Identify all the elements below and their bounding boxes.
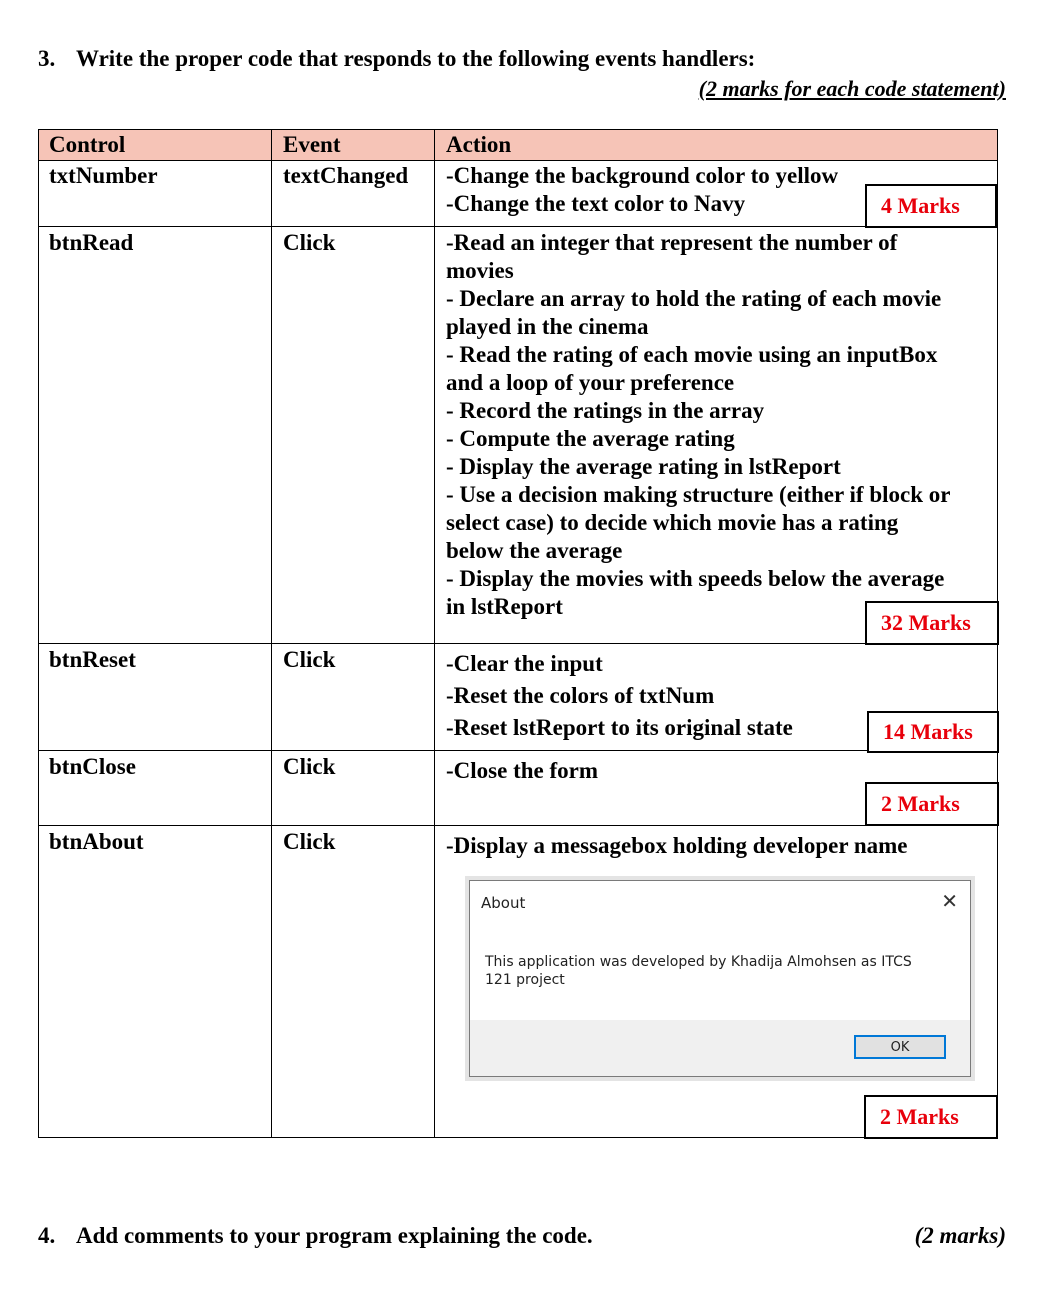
action-line: played in the cinema [446, 314, 649, 339]
row-4-action [446, 757, 598, 785]
action-line: -Reset lstReport to its original state [446, 715, 793, 740]
table-header-row [39, 130, 997, 160]
action-line: - Declare an array to hold the rating of each movie [446, 286, 942, 311]
row-2-event: Click [283, 230, 336, 255]
action-line: - Read the rating of each movie using an inputBox [446, 342, 938, 367]
row-3-event: Click [283, 647, 336, 672]
marks-box-btnclose: 2 Marks [865, 782, 999, 826]
action-line: select case) to decide which movie has a rating [446, 510, 899, 535]
action-line: -Reset the colors of txtNum [446, 683, 715, 708]
header-control: Control [49, 132, 126, 157]
row-divider [39, 643, 997, 644]
action-line: and a loop of your preference [446, 370, 735, 395]
row-divider [39, 226, 997, 227]
question-4-text: Add comments to your program explaining the code. [76, 1223, 593, 1248]
action-line: - Use a decision making structure (either if block or [446, 482, 951, 507]
messagebox-title: About [481, 894, 526, 912]
row-3-control: btnReset [49, 647, 136, 672]
action-line: - Compute the average rating [446, 426, 735, 451]
row-4-event: Click [283, 754, 336, 779]
action-line: -Read an integer that represent the number of [446, 230, 898, 255]
action-line: -Close the form [446, 758, 599, 783]
marks-box-btnread: 32 Marks [865, 601, 999, 645]
question-4-number: 4. [38, 1223, 56, 1248]
row-3-action [446, 648, 793, 744]
action-line: -Display a messagebox holding developer name [446, 833, 908, 858]
row-2-action [446, 229, 950, 621]
ok-button[interactable]: OK [854, 1035, 946, 1059]
action-line: - Display the movies with speeds below the average [446, 566, 945, 591]
about-messagebox [469, 880, 971, 1077]
row-5-action [446, 832, 908, 860]
question-3-heading [38, 46, 755, 72]
action-line: movies [446, 258, 514, 283]
marks-box-btnreset: 14 Marks [867, 711, 999, 753]
header-event: Event [283, 132, 341, 157]
messagebox-footer [470, 1020, 970, 1076]
row-1-control: txtNumber [49, 163, 158, 188]
messagebox-message: This application was developed by Khadija Almohsen as ITCS 121 project [485, 954, 912, 988]
column-divider [271, 130, 272, 1137]
action-line: in lstReport [446, 594, 563, 619]
marks-box-btnabout: 2 Marks [864, 1095, 998, 1139]
marks-note: (2 marks for each code statement) [698, 76, 1006, 101]
action-line: below the average [446, 538, 623, 563]
row-5-event: Click [283, 829, 336, 854]
row-5-control: btnAbout [49, 829, 144, 854]
column-divider [434, 130, 435, 1137]
row-divider [39, 825, 997, 826]
row-divider [39, 750, 997, 751]
events-table [38, 129, 998, 1138]
close-icon[interactable]: ✕ [941, 889, 958, 913]
question-3-number: 3. [38, 46, 56, 71]
marks-box-txtnumber: 4 Marks [865, 184, 997, 228]
row-divider [39, 160, 997, 161]
row-1-action [446, 162, 838, 218]
action-line: -Change the background color to yellow [446, 163, 839, 188]
action-line: -Change the text color to Navy [446, 191, 746, 216]
question-4-marks: (2 marks) [914, 1223, 1006, 1248]
header-action: Action [446, 132, 512, 157]
row-1-event: textChanged [283, 163, 409, 188]
question-4-heading [38, 1223, 593, 1249]
action-line: - Record the ratings in the array [446, 398, 765, 423]
action-line: -Clear the input [446, 651, 603, 676]
row-2-control: btnRead [49, 230, 134, 255]
question-3-text: Write the proper code that responds to the following events handlers: [76, 46, 756, 71]
row-4-control: btnClose [49, 754, 136, 779]
action-line: - Display the average rating in lstReport [446, 454, 841, 479]
